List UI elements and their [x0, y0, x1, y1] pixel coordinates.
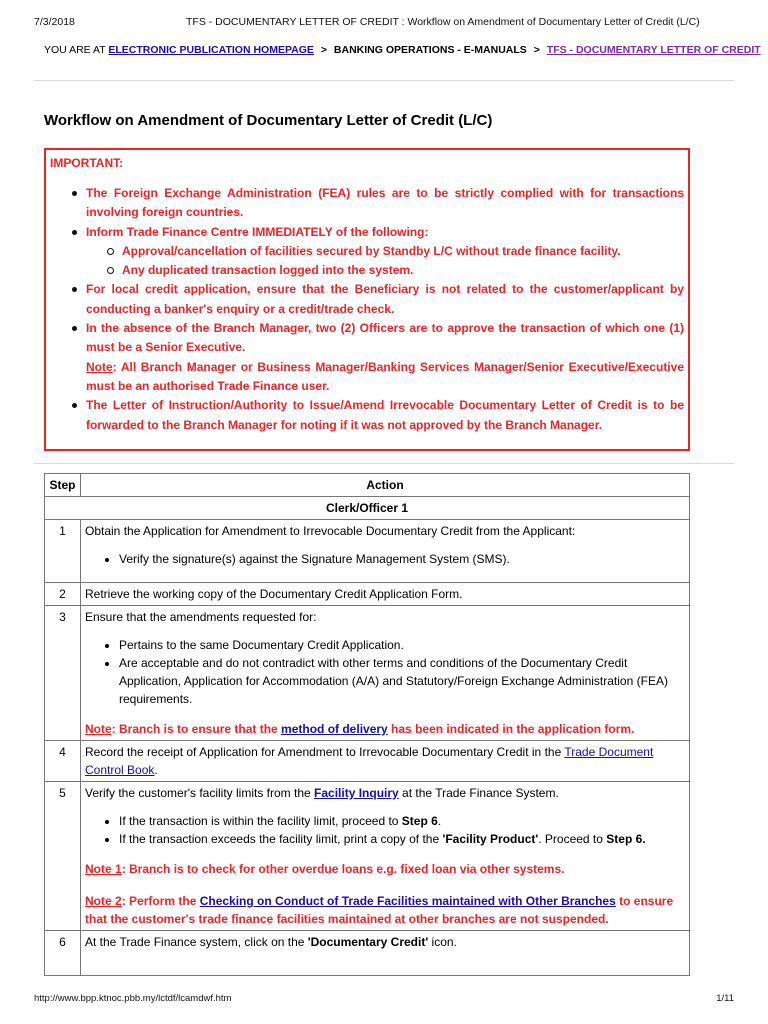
facility-inquiry-link[interactable]: Facility Inquiry: [314, 786, 399, 800]
workflow-table: [44, 473, 690, 976]
bullet-text: .: [437, 814, 442, 828]
column-header-step: Step: [45, 474, 81, 497]
note-label: Note 2: [85, 894, 122, 908]
step-action: [81, 931, 690, 976]
note-text: : Branch is to check for other overdue loans e.g. fixed loan via other systems.: [121, 862, 565, 876]
step-number: 1: [45, 520, 81, 583]
section-heading: Clerk/Officer 1: [45, 497, 690, 520]
step-text: at the Trade Finance System.: [398, 786, 559, 800]
important-item-text: For local credit application, ensure that the Beneficiary is not related to the customer/applicant by conducting a banker's enquiry or a credit/trade check.: [86, 282, 684, 316]
important-item-text: In the absence of the Branch Manager, two (2) Officers are to approve the transaction of which one (1) must be a Senior Executive.: [86, 321, 684, 355]
note-text: : Perform the: [121, 894, 200, 908]
note-text: to ensure that the customer's trade finance facilities maintained at other branches are not suspended.: [85, 894, 674, 926]
important-item-inform: [68, 223, 684, 281]
note-text: : Branch is to ensure that the: [111, 722, 282, 736]
important-note: [86, 358, 684, 397]
note-text: has been indicated in the application form.: [387, 722, 635, 736]
step-action: [81, 606, 690, 741]
trade-document-control-book-link[interactable]: Trade Document Control Book: [85, 745, 654, 777]
step-action: [81, 520, 690, 583]
table-row: [45, 583, 690, 606]
print-date: 7/3/2018: [34, 16, 75, 28]
step-bullet: • Are acceptable and do not contradict with other terms and conditions of the Documentary Credit Application, Application for Accommodation (A/A) and Statutory/Foreign Exchange Administration (FEA) requirements.: [119, 654, 685, 708]
note-label: Note 1: [85, 862, 122, 876]
step-note: [85, 720, 685, 738]
breadcrumb-link-homepage[interactable]: ELECTRONIC PUBLICATION HOMEPAGE: [108, 44, 314, 56]
step-action: [81, 583, 690, 606]
documentary-credit-label: 'Documentary Credit': [307, 935, 429, 949]
step-text: Verify the customer's facility limits from the: [85, 786, 315, 800]
print-url: http://www.bpp.ktnoc.pbb.my/lctdf/lcamdwf.htm: [34, 993, 232, 1004]
note-label: Note: [86, 359, 113, 374]
step-text: Ensure that the amendments requested for:: [85, 610, 317, 624]
step-number: 6: [45, 931, 81, 976]
page-number: 1/11: [716, 993, 734, 1004]
breadcrumb-prefix: YOU ARE AT: [44, 44, 106, 56]
page-title: Workflow on Amendment of Documentary Letter of Credit (L/C): [44, 112, 493, 129]
table-row: [45, 782, 690, 931]
step-text: icon.: [428, 935, 457, 949]
step-number: 3: [45, 606, 81, 741]
important-subitem: Any duplicated transaction logged into the system.: [86, 261, 684, 280]
table-row: [45, 520, 690, 583]
important-item-local-credit: [68, 280, 684, 319]
breadcrumb: [44, 44, 761, 56]
step-note-1: [85, 860, 685, 878]
important-list: [68, 184, 684, 435]
step-number: 2: [45, 583, 81, 606]
step-bullets: [85, 812, 685, 848]
important-item-text: The Foreign Exchange Administration (FEA) rules are to be strictly complied with for transactions involving foreign countries.: [86, 186, 684, 220]
step-text: Obtain the Application for Amendment to Irrevocable Documentary Credit from the Applicant:: [85, 524, 576, 538]
note-label: Note: [85, 722, 112, 736]
important-item-letter: [68, 396, 684, 435]
breadcrumb-separator: >: [320, 44, 327, 56]
table-row: [45, 741, 690, 782]
bullet-text: If the transaction is within the facility limit, proceed to: [119, 814, 402, 828]
column-header-action: Action: [81, 474, 690, 497]
table-header-row: [45, 474, 690, 497]
step-bullet: • Pertains to the same Documentary Credit Application.: [119, 636, 685, 654]
note-text: : All Branch Manager or Business Manager/Banking Services Manager/Senior Executive/Executive must be an authorised Trade Finance user.: [86, 359, 684, 393]
step-number: 5: [45, 782, 81, 931]
step-number: 4: [45, 741, 81, 782]
important-item-text: The Letter of Instruction/Authority to Issue/Amend Irrevocable Documentary Letter of Credit is to be forwarded to the Branch Manager for noting if it was not approved by the Branch Manager.: [86, 398, 684, 432]
important-subitem: Approval/cancellation of facilities secured by Standby L/C without trade finance facility.: [86, 242, 684, 261]
step-text: Record the receipt of Application for Amendment to Irrevocable Documentary Credit in the: [85, 745, 565, 759]
step-action: [81, 782, 690, 931]
step-note-2: [85, 892, 685, 928]
step-bullet: [119, 812, 685, 830]
breadcrumb-item-banking-operations: BANKING OPERATIONS - E-MANUALS: [333, 44, 527, 56]
table-row: [45, 606, 690, 741]
method-of-delivery-link[interactable]: method of delivery: [281, 722, 388, 736]
print-page-title: TFS - DOCUMENTARY LETTER OF CREDIT : Workflow on Amendment of Documentary Letter of Credit (L/C): [186, 16, 700, 28]
important-item-text: Inform Trade Finance Centre IMMEDIATELY of the following:: [86, 224, 429, 239]
step-bullets: [85, 550, 685, 568]
important-item-branch-manager: [68, 319, 684, 396]
checking-conduct-link[interactable]: Checking on Conduct of Trade Facilities maintained with Other Branches: [199, 894, 616, 908]
step-text: Retrieve the working copy of the Documentary Credit Application Form.: [85, 587, 463, 601]
important-sublist: [86, 242, 684, 281]
breadcrumb-separator: >: [533, 44, 540, 56]
step-reference: Step 6: [401, 814, 438, 828]
step-text: .: [154, 763, 158, 777]
step-action: [81, 741, 690, 782]
divider: [34, 80, 734, 81]
bullet-text: If the transaction exceeds the facility limit, print a copy of the: [119, 832, 443, 846]
breadcrumb-link-documentary-lc[interactable]: TFS - DOCUMENTARY LETTER OF CREDIT: [546, 44, 761, 56]
step-reference: Step 6.: [606, 832, 646, 846]
divider: [34, 463, 734, 464]
step-bullets: [85, 636, 685, 708]
important-item-fea: [68, 184, 684, 223]
table-section-row: [45, 497, 690, 520]
step-text: At the Trade Finance system, click on the: [85, 935, 308, 949]
step-bullet: [119, 830, 685, 848]
bullet-text: . Proceed to: [538, 832, 607, 846]
table-row: [45, 931, 690, 976]
facility-product-label: 'Facility Product': [442, 832, 539, 846]
important-label: IMPORTANT:: [50, 156, 124, 170]
step-bullet: • Verify the signature(s) against the Signature Management System (SMS).: [119, 550, 685, 568]
important-notice-box: [44, 148, 690, 451]
